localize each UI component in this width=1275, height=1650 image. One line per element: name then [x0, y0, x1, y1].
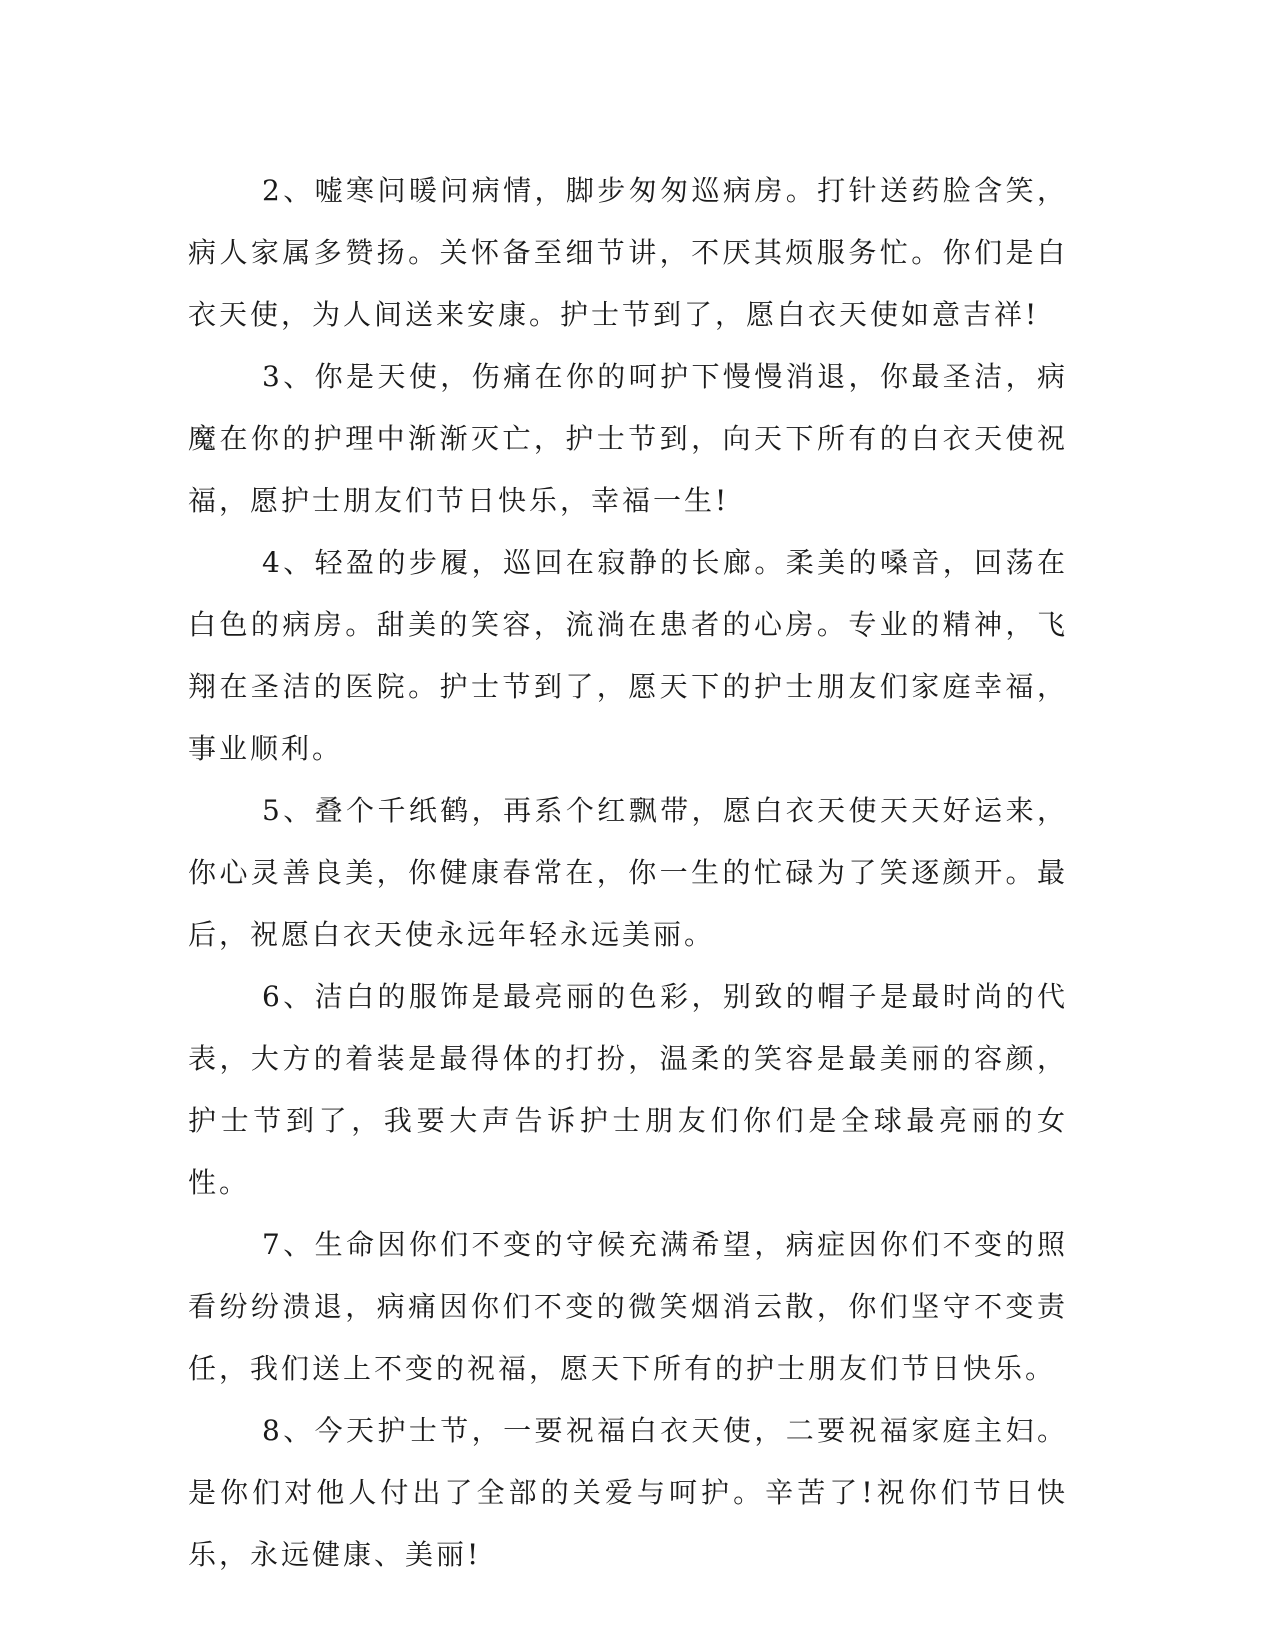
- paragraph-8: 8、今天护士节，一要祝福白衣天使，二要祝福家庭主妇。是你们对他人付出了全部的关爱与呵护。辛苦了!祝你们节日快乐，永远健康、美丽!: [188, 1414, 1068, 1571]
- paragraph-7: 7、生命因你们不变的守候充满希望，病症因你们不变的照看纷纷溃退，病痛因你们不变的微笑烟消云散，你们坚守不变责任，我们送上不变的祝福，愿天下所有的护士朋友们节日快乐。: [188, 1228, 1068, 1385]
- paragraph-3: 3、你是天使，伤痛在你的呵护下慢慢消退，你最圣洁，病魔在你的护理中渐渐灭亡，护士节到，向天下所有的白衣天使祝福，愿护士朋友们节日快乐，幸福一生!: [188, 360, 1068, 517]
- paragraph-2: 2、嘘寒问暖问病情，脚步匆匆巡病房。打针送药脸含笑，病人家属多赞扬。关怀备至细节讲，不厌其烦服务忙。你们是白衣天使，为人间送来安康。护士节到了，愿白衣天使如意吉祥!: [188, 174, 1068, 331]
- paragraph-5: 5、叠个千纸鹤，再系个红飘带，愿白衣天使天天好运来，你心灵善良美，你健康春常在，你一生的忙碌为了笑逐颜开。最后，祝愿白衣天使永远年轻永远美丽。: [188, 794, 1068, 951]
- paragraph-6: 6、洁白的服饰是最亮丽的色彩，别致的帽子是最时尚的代表，大方的着装是最得体的打扮，温柔的笑容是最美丽的容颜，护士节到了，我要大声告诉护士朋友们你们是全球最亮丽的女性。: [188, 980, 1068, 1199]
- document-body: [188, 160, 1068, 1586]
- paragraph-4: 4、轻盈的步履，巡回在寂静的长廊。柔美的嗓音，回荡在白色的病房。甜美的笑容，流淌在患者的心房。专业的精神，飞翔在圣洁的医院。护士节到了，愿天下的护士朋友们家庭幸福，事业顺利。: [188, 546, 1068, 765]
